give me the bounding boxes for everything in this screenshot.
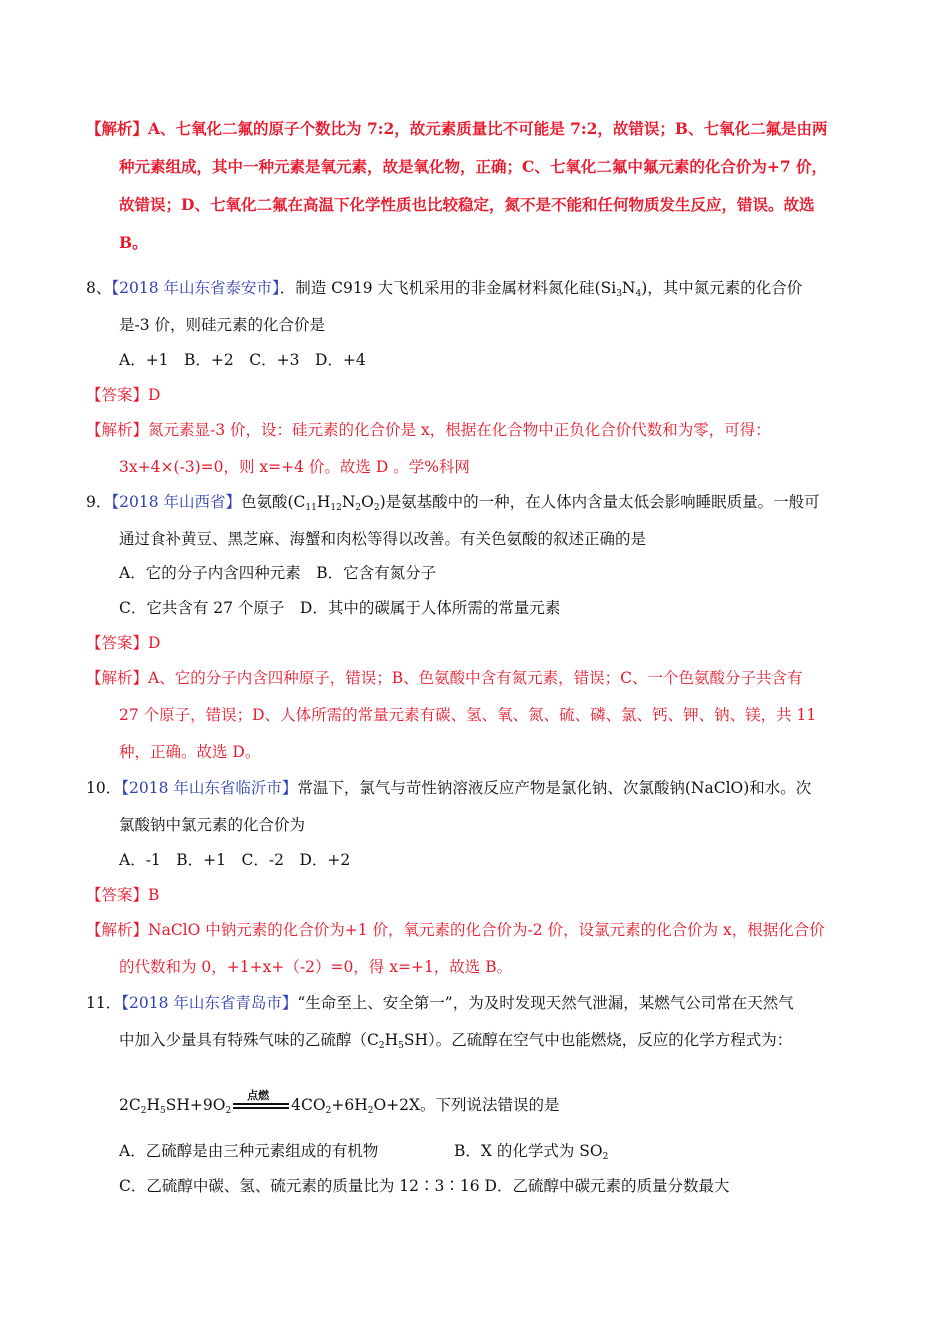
q8-answer-label: 【答案】: [86, 386, 149, 404]
q11-option-a: A．乙硫醇是由三种元素组成的有机物: [119, 1142, 379, 1160]
eq-part-b: H: [146, 1096, 160, 1114]
q8-stem-1c: )，其中氮元素的化合价: [641, 279, 803, 297]
q11-source: 【2018 年山东省青岛市】: [121, 994, 298, 1012]
eq-sub-d: 2: [325, 1106, 332, 1116]
q8-answer: [86, 384, 160, 406]
q10-stem-line-2: 氯酸钠中氯元素的化合价为: [119, 816, 306, 834]
q9-sub-o: 2: [373, 503, 380, 513]
eq-part-a: 2C: [119, 1096, 141, 1114]
q11-stem-2b: H: [384, 1031, 399, 1049]
q8-analysis-line-2: 3x+4×(-3)=0，则 x=+4 价。故选 D 。学%科网: [119, 458, 470, 476]
q8-analysis-text-1: 氮元素显-3 价，设：硅元素的化合价是 x，根据在化合物中正负化合价代数和为零，可得：: [148, 421, 771, 439]
q10-source: 【2018 年山东省临沂市】: [121, 779, 298, 797]
q8-analysis-label: 【解析】: [86, 421, 149, 439]
eq-sub-e: 2: [367, 1106, 374, 1116]
q9-analysis-text-1: A、它的分子内含四种原子，错误；B、色氨酸中含有氮元素，错误；C、一个色氨酸分子共含有: [148, 669, 803, 687]
eq-part-d: 4CO: [291, 1096, 326, 1114]
q11-option-b: [454, 1140, 608, 1162]
q9-answer: [86, 632, 160, 654]
q8-sub-3: 3: [616, 289, 622, 299]
reaction-bar-top: [233, 1103, 289, 1105]
q11-number: 11．: [86, 994, 122, 1012]
q8-stem-line-2: 是-3 价，则硅元素的化合价是: [119, 316, 326, 334]
q7-analysis-text-1: A、七氧化二氟的原子个数比为 7:2，故元素质量比不可能是 7:2，故错误；B、七氧化二氟是由两: [148, 119, 828, 138]
q7-analysis-line-3: 故错误；D、七氧化二氟在高温下化学性质也比较稳定，氮不是不能和任何物质发生反应，错误。故选: [119, 195, 815, 214]
reaction-bar-bottom: [233, 1107, 289, 1109]
q10-options: A．-1 B．+1 C．-2 D．+2: [119, 851, 351, 869]
q10-analysis-label: 【解析】: [86, 921, 149, 939]
q9-option-line-1: A．它的分子内含四种元素 B．它含有氮分子: [119, 564, 437, 582]
q9-analysis-line-2: 27 个原子，错误；D、人体所需的常量元素有碳、氢、氧、氮、硫、磷、氯、钙、钾、钠、镁，共 11: [119, 706, 817, 724]
q9-stem-line-1: [86, 491, 820, 513]
q9-stem-1e: )是氨基酸中的一种，在人体内含量太低会影响睡眠质量。一般可: [379, 493, 820, 511]
q9-source: 【2018 年山西省】: [111, 493, 241, 511]
q11-equation: [119, 1089, 560, 1116]
q8-number: 8、: [86, 279, 112, 297]
q10-stem-1: 常温下，氯气与苛性钠溶液反应产物是氯化钠、次氯酸钠(NaClO)和水。次: [297, 779, 812, 797]
eq-sub-c: 2: [225, 1106, 232, 1116]
q11-sub-2: 2: [378, 1041, 385, 1051]
q10-analysis-line-2: 的代数和为 0，+1+x+（-2）=0，得 x=+1，故选 B。: [119, 958, 513, 976]
q9-sub-h: 12: [330, 503, 342, 513]
q11-stem-1: “生命至上、安全第一”，为及时发现天然气泄漏，某燃气公司常在天然气: [297, 994, 794, 1012]
q9-analysis-line-1: [86, 667, 802, 689]
reaction-condition: 点燃: [247, 1089, 270, 1102]
eq-sub-b: 5: [160, 1106, 166, 1116]
q8-sub-4: 4: [635, 289, 642, 299]
q7-analysis-line-2: 种元素组成，其中一种元素是氧元素，故是氧化物，正确；C、七氧化二氟中氟元素的化合价为+7 价，: [119, 157, 828, 176]
q10-analysis-text-1: NaClO 中钠元素的化合价为+1 价，氧元素的化合价为-2 价，设氯元素的化合价为 x，根据化合价: [148, 921, 825, 939]
q7-analysis-line-4: B。: [119, 233, 148, 252]
q9-sub-n: 2: [355, 503, 362, 513]
q10-answer: [86, 884, 159, 906]
q9-answer-label: 【答案】: [86, 634, 149, 652]
q9-stem-line-2: 通过食补黄豆、黑芝麻、海蟹和肉松等得以改善。有关色氨酸的叙述正确的是: [119, 530, 647, 548]
q11-option-line-2: C．乙硫醇中碳、氢、硫元素的质量比为 12∶3∶16 D．乙硫醇中碳元素的质量分数最大: [119, 1177, 730, 1195]
q9-analysis-line-3: 种，正确。故选 D。: [119, 743, 261, 761]
reaction-arrow: [233, 1089, 289, 1113]
q10-answer-value: B: [148, 886, 160, 904]
q9-analysis-label: 【解析】: [86, 669, 149, 687]
q9-sub-c: 11: [305, 503, 317, 513]
eq-part-f: O+2X。下列说法错误的是: [373, 1096, 560, 1114]
q7-analysis-line-1: [86, 118, 828, 140]
q11-stem-line-1: [86, 992, 794, 1014]
q11-stem-line-2: [119, 1029, 792, 1051]
q10-stem-line-1: [86, 777, 811, 799]
q8-stem-1a: ．制造 C919 大飞机采用的非金属材料氮化硅(Si: [279, 279, 617, 297]
q9-stem-1a: 色氨酸(C: [241, 493, 306, 511]
q9-answer-value: D: [148, 634, 161, 652]
q8-options: A．+1 B．+2 C．+3 D．+4: [119, 351, 366, 369]
q10-answer-label: 【答案】: [86, 886, 149, 904]
q9-stem-1b: H: [316, 493, 331, 511]
q7-analysis-label: 【解析】: [86, 119, 149, 138]
q10-number: 10．: [86, 779, 122, 797]
q11-option-b-sub: 2: [602, 1152, 609, 1162]
q11-sub-5: 5: [398, 1041, 404, 1051]
q8-stem-line-1: [86, 277, 802, 299]
q8-source: 【2018 年山东省泰安市】: [111, 279, 280, 297]
q10-analysis-line-1: [86, 919, 825, 941]
q11-option-b-text: B．X 的化学式为 SO: [454, 1142, 603, 1160]
q8-analysis-line-1: [86, 419, 771, 441]
eq-part-c: SH+9O: [165, 1096, 226, 1114]
eq-part-e: +6H: [331, 1096, 368, 1114]
q9-stem-1d: O: [361, 493, 374, 511]
q11-option-line-1: [119, 1140, 609, 1162]
q9-stem-1c: N: [341, 493, 356, 511]
eq-sub-a: 2: [140, 1106, 147, 1116]
q9-option-line-2: C．它共含有 27 个原子 D．其中的碳属于人体所需的常量元素: [119, 599, 561, 617]
q8-stem-1b: N: [621, 279, 636, 297]
q8-answer-value: D: [148, 386, 161, 404]
q9-number: 9．: [86, 493, 112, 511]
q11-stem-2a: 中加入少量具有特殊气味的乙硫醇（C: [119, 1031, 379, 1049]
q11-stem-2c: SH）。乙硫醇在空气中也能燃烧，反应的化学方程式为：: [403, 1031, 793, 1049]
